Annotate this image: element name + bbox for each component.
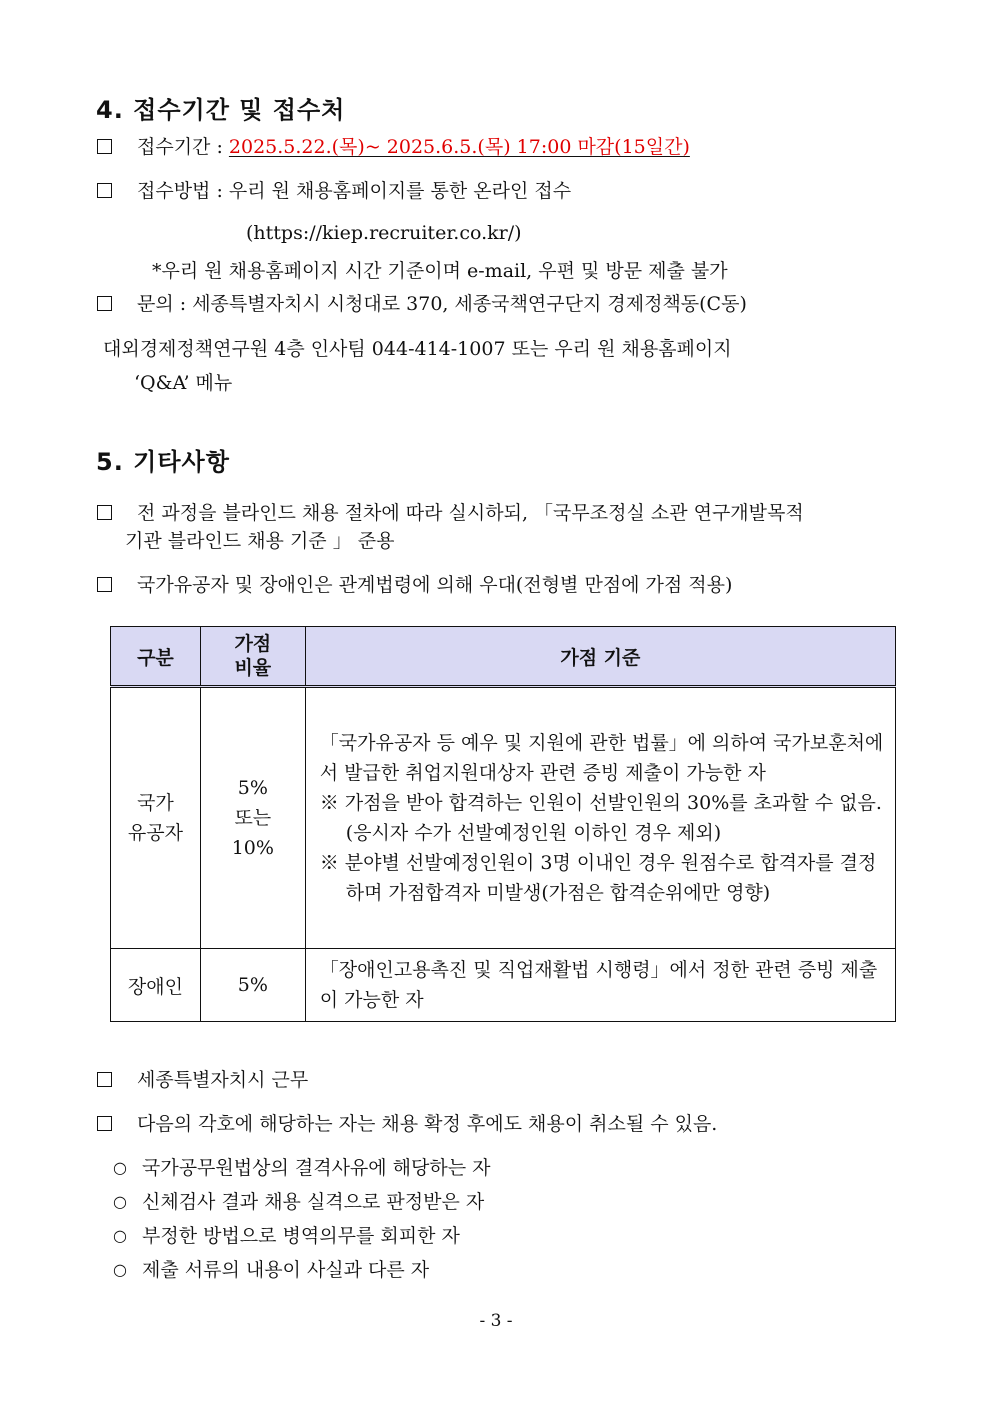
item4: 다음의 각호에 해당하는 자는 채용 확정 후에도 채용이 취소될 수 있음.	[137, 1113, 718, 1135]
row1-rate-line3: 10%	[231, 837, 274, 859]
item1-line2: 기관 블라인드 채용 기준 」 준용	[125, 530, 395, 552]
method-note: *우리 원 채용홈페이지 시간 기준이며 e-mail, 우편 및 방문 제출 불가	[152, 260, 728, 282]
row1-rate-line2: 또는	[234, 807, 272, 829]
row1-rate-line1: 5%	[237, 777, 268, 799]
period-value: 2025.5.22.(목)~ 2025.6.5.(목) 17:00 마감(15일간)	[228, 136, 690, 158]
inquiry-line2: 대외경제정책연구원 4층 인사팀 044-414-1007 또는 우리 원 채용홈페이지	[103, 338, 732, 360]
checkbox-icon	[97, 577, 112, 592]
table-header-row	[111, 627, 896, 687]
row1-criteria-note1: ※ 가점을 받아 합격하는 인원이 선발인원의 30%를 초과할 수 없음. (응시자 수가 선발예정인원 이하인 경우 제외)	[319, 792, 882, 844]
section5-heading: 5. 기타사항	[96, 448, 230, 476]
row2-rate: 5%	[200, 949, 305, 1022]
item3: 세종특별자치시 근무	[137, 1069, 309, 1091]
inquiry-line1: 문의 : 세종특별자치시 시청대로 370, 세종국책연구단지 경제정책동(C동)	[137, 293, 747, 315]
checkbox-icon	[97, 1072, 112, 1087]
circle-bullet-icon: ○	[113, 1226, 127, 1245]
subitem: 국가공무원법상의 결격사유에 해당하는 자	[142, 1157, 491, 1179]
subitem: 부정한 방법으로 병역의무를 회피한 자	[142, 1225, 460, 1247]
subitem: 신체검사 결과 채용 실격으로 판정받은 자	[142, 1191, 485, 1213]
row2-criteria: 「장애인고용촉진 및 직업재활법 시행령」에서 정한 관련 증빙 제출이 가능한 자	[305, 949, 895, 1022]
circle-bullet-icon: ○	[113, 1192, 127, 1211]
table-row	[111, 687, 896, 949]
period-label: 접수기간 :	[137, 136, 223, 158]
section4-heading: 4. 접수기간 및 접수처	[96, 96, 346, 124]
method-url: (https://kiep.recruiter.co.kr/)	[246, 222, 522, 244]
bonus-table	[110, 626, 896, 1022]
checkbox-icon	[97, 505, 112, 520]
subitem: 제출 서류의 내용이 사실과 다른 자	[142, 1259, 430, 1281]
checkbox-icon	[97, 139, 112, 154]
row1-category-line1: 국가	[137, 792, 174, 814]
checkbox-icon	[97, 1116, 112, 1131]
row1-criteria-note2: ※ 분야별 선발예정인원이 3명 이내인 경우 원점수로 합격자를 결정하며 가점합격자 미발생(가점은 합격순위에만 영향)	[319, 852, 877, 904]
header-rate-line2: 비율	[234, 657, 272, 679]
row1-criteria	[305, 687, 895, 949]
header-criteria: 가점 기준	[305, 627, 895, 687]
header-rate	[200, 627, 305, 687]
item1-line1: 전 과정을 블라인드 채용 절차에 따라 실시하되, 「국무조정실 소관 연구개발목적	[137, 502, 804, 524]
header-category: 구분	[111, 627, 201, 687]
page-number: - 3 -	[479, 1311, 513, 1331]
row1-category-line2: 유공자	[127, 822, 183, 844]
row2-category: 장애인	[111, 949, 201, 1022]
period-line	[137, 132, 690, 159]
circle-bullet-icon: ○	[113, 1158, 127, 1177]
method-line: 접수방법 : 우리 원 채용홈페이지를 통한 온라인 접수	[137, 180, 572, 202]
row1-category	[111, 687, 201, 949]
circle-bullet-icon: ○	[113, 1260, 127, 1279]
checkbox-icon	[97, 183, 112, 198]
row1-rate	[200, 687, 305, 949]
item2: 국가유공자 및 장애인은 관계법령에 의해 우대(전형별 만점에 가점 적용)	[137, 574, 733, 596]
row1-criteria-main: 「국가유공자 등 예우 및 지원에 관한 법률」에 의하여 국가보훈처에서 발급한 취업지원대상자 관련 증빙 제출이 가능한 자	[319, 732, 884, 784]
checkbox-icon	[97, 296, 112, 311]
inquiry-line3: ‘Q&A’ 메뉴	[134, 372, 233, 394]
header-rate-line1: 가점	[234, 633, 272, 655]
table-row	[111, 949, 896, 1022]
